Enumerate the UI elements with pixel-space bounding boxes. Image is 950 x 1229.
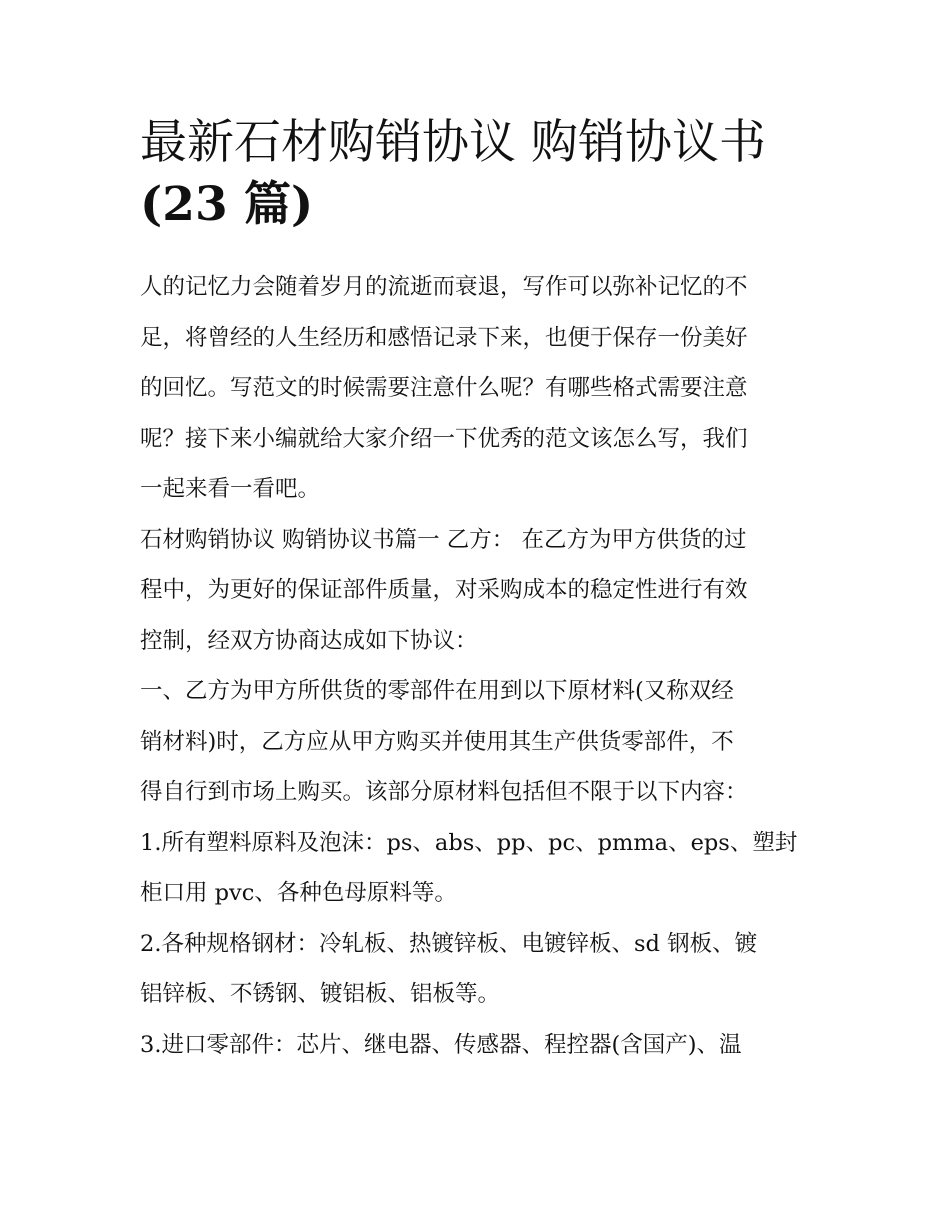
paragraph-agreement-intro	[140, 515, 810, 667]
text-line: 控制，经双方协商达成如下协议：	[140, 627, 478, 654]
title-line: 最新石材购销协议 购销协议书	[140, 115, 766, 170]
paragraph-item-2	[140, 919, 810, 1020]
text-line: 铝锌板、不锈钢、镀铝板、铝板等。	[140, 981, 501, 1007]
text-line: 得自行到市场上购买。该部分原材料包括但不限于以下内容：	[140, 779, 748, 805]
document-body	[140, 262, 810, 1070]
text-line: 1.所有塑料原料及泡沫：ps、abs、pp、pc、pmma、eps、塑封	[140, 829, 798, 856]
text-line: 程中，为更好的保证部件质量，对采购成本的稳定性进行有效	[140, 577, 748, 603]
title-line: (23 篇)	[140, 177, 314, 232]
text-line: 柜口用 pvc、各种色母原料等。	[140, 880, 457, 906]
text-line: 销材料)时，乙方应从甲方购买并使用其生产供货零部件，不	[140, 728, 734, 755]
text-line: 一、乙方为甲方所供货的零部件在用到以下原材料(又称双经	[140, 678, 734, 704]
paragraph-clause-one	[140, 666, 810, 818]
paragraph-item-3	[140, 1020, 810, 1071]
text-line: 石材购销协议 购销协议书篇一 乙方： 在乙方为甲方供货的过	[140, 526, 747, 553]
text-line: 足，将曾经的人生经历和感悟记录下来，也便于保存一份美好	[140, 324, 748, 351]
text-line: 人的记忆力会随着岁月的流逝而衰退，写作可以弥补记忆的不	[140, 274, 748, 300]
paragraph-item-1	[140, 818, 810, 919]
text-line: 呢？接下来小编就给大家介绍一下优秀的范文该怎么写，我们	[140, 425, 748, 452]
text-line: 一起来看一看吧。	[140, 476, 321, 502]
text-line: 的回忆。写范文的时候需要注意什么呢？有哪些格式需要注意	[140, 375, 748, 401]
paragraph-intro	[140, 262, 810, 515]
document-title	[140, 112, 810, 236]
text-line: 2.各种规格钢材：冷轧板、热镀锌板、电镀锌板、sd 钢板、镀	[140, 930, 758, 957]
document-content	[140, 112, 810, 1070]
text-line: 3.进口零部件：芯片、继电器、传感器、程控器(含国产)、温	[140, 1031, 742, 1058]
